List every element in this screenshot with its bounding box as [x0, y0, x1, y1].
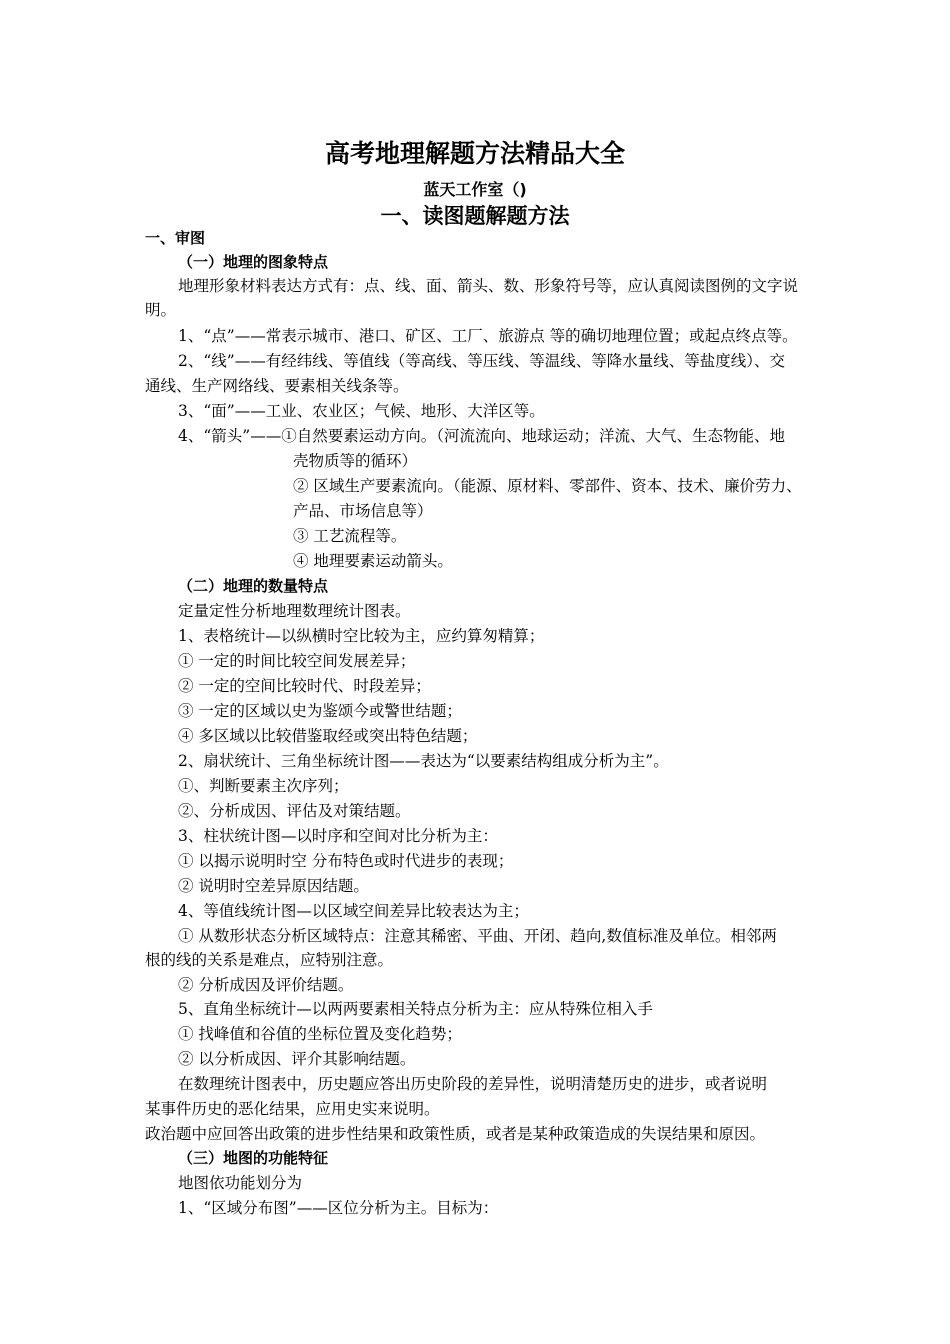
paragraph-line: 地理形象材料表达方式有：点、线、面、箭头、数、形象符号等，应认真阅读图例的文字说: [178, 277, 799, 295]
paragraph-line: 根的线的关系是难点，应特别注意。: [145, 951, 394, 969]
paragraph-line: 1、“点”——常表示城市、港口、矿区、工厂、旅游点 等的确切地理位置；或起点终点等。: [178, 327, 798, 345]
subsection-heading-quantity-features: （二）地理的数量特点: [178, 577, 329, 595]
paragraph-line: 某事件历史的恶化结果，应用史实来说明。: [145, 1100, 440, 1118]
paragraph-line: ④ 多区域以比较借鉴取经或突出特色结题；: [178, 727, 478, 745]
paragraph-line: ② 分析成因及评价结题。: [178, 976, 354, 994]
paragraph-line: ② 区域生产要素流向。（能源、原材料、零部件、资本、技术、廉价劳力、: [293, 477, 802, 495]
paragraph-line: 2、扇状统计、三角坐标统计图——表达为“以要素结构组成分析为主”。: [178, 752, 669, 770]
paragraph-line: ②、分析成因、评估及对策结题。: [178, 802, 411, 820]
paragraph-line: ① 以揭示说明时空 分布特色或时代进步的表现；: [178, 852, 514, 870]
paragraph-line: 1、“区域分布图”——区位分析为主。目标为：: [178, 1199, 499, 1217]
paragraph-line: 5、直角坐标统计—以两两要素相关特点分析为主：应从特殊位相入手: [178, 1000, 653, 1018]
paragraph-line: ① 找峰值和谷值的坐标位置及变化趋势；: [178, 1025, 462, 1043]
subsection-heading-map-functions: （三）地图的功能特征: [178, 1149, 329, 1167]
paragraph-line: 1、表格统计—以纵横时空比较为主，应约算匆精算；: [178, 627, 545, 645]
paragraph-line: 明。: [145, 301, 177, 319]
paragraph-line: ③ 工艺流程等。: [293, 527, 407, 545]
paragraph-line: 产品、市场信息等）: [293, 502, 433, 520]
paragraph-line: ② 一定的空间比较时代、时段差异；: [178, 677, 431, 695]
subsection-heading-image-features: （一）地理的图象特点: [178, 253, 329, 271]
document-author: 蓝天工作室（): [423, 180, 527, 199]
paragraph-line: 地图依功能划分为: [178, 1174, 303, 1192]
paragraph-line: 4、等值线统计图—以区域空间差异比较表达为主；: [178, 902, 529, 920]
paragraph-line: ③ 一定的区域以史为鉴颂今或警世结题；: [178, 702, 462, 720]
section-heading-reading-maps: 一、读图题解题方法: [380, 204, 570, 228]
paragraph-line: ② 以分析成因、评介其影响结题。: [178, 1050, 416, 1068]
paragraph-line: ② 说明时空差异原因结题。: [178, 877, 369, 895]
paragraph-line: ① 从数形状态分析区域特点：注意其稀密、平曲、开闭、趋向,数值标准及单位。相邻两: [178, 927, 777, 945]
paragraph-line: 定量定性分析地理数理统计图表。: [178, 602, 411, 620]
paragraph-line: 壳物质等的循环）: [293, 452, 418, 470]
paragraph-line: 在数理统计图表中，历史题应答出历史阶段的差异性，说明清楚历史的进步，或者说明: [178, 1075, 768, 1093]
paragraph-line: 4、“箭头”——①自然要素运动方向。（河流流向、地球运动；洋流、大气、生态物能、地: [178, 427, 785, 445]
section-heading-review: 一、审图: [145, 229, 206, 247]
paragraph-line: ①、判断要素主次序列；: [178, 777, 349, 795]
paragraph-line: 3、柱状统计图—以时序和空间对比分析为主：: [178, 827, 498, 845]
paragraph-line: 通线、生产网络线、要素相关线条等。: [145, 377, 409, 395]
paragraph-line: 2、“线”——有经纬线、等值线（等高线、等压线、等温线、等降水量线、等盐度线）、交: [178, 352, 785, 370]
document-title: 高考地理解题方法精品大全: [324, 139, 625, 168]
paragraph-line: ① 一定的时间比较空间发展差异；: [178, 652, 416, 670]
paragraph-line: 政治题中应回答出政策的进步性结果和政策性质，或者是某种政策造成的失误结果和原因。: [145, 1125, 766, 1143]
paragraph-line: ④ 地理要素运动箭头。: [293, 552, 453, 570]
paragraph-line: 3、“面”——工业、农业区；气候、地形、大洋区等。: [178, 402, 545, 420]
